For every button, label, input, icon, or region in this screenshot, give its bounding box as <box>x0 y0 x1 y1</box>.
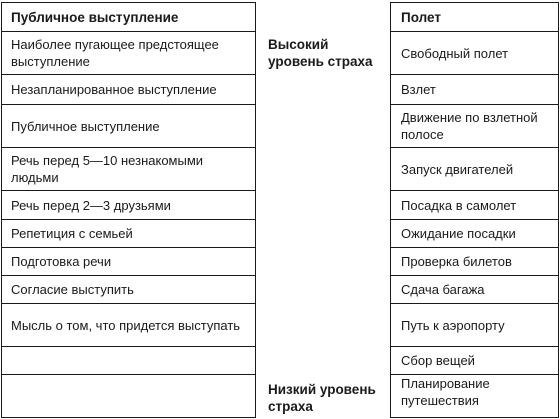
right-row: Ожидание посадки <box>391 219 558 247</box>
left-row: Мысль о том, что придется выступать <box>2 303 255 346</box>
left-row: Согласие выступить <box>2 275 255 303</box>
right-row: Сбор вещей <box>391 346 558 374</box>
right-row: Запуск двигателей <box>391 147 558 190</box>
left-row: Речь перед 2—3 друзьями <box>2 190 255 219</box>
left-row: Подготовка речи <box>2 247 255 275</box>
right-row: Сдача багажа <box>391 275 558 303</box>
left-row-empty <box>2 374 255 375</box>
right-row: Движение по взлетной полосе <box>391 104 558 147</box>
right-row: Проверка билетов <box>391 247 558 275</box>
flight-table <box>390 2 559 418</box>
right-row: Взлет <box>391 74 558 104</box>
public-speaking-header: Публичное выступление <box>11 9 179 25</box>
right-row: Посадка в самолет <box>391 190 558 219</box>
left-row-empty <box>2 346 255 374</box>
right-row: Свободный полет <box>391 31 558 74</box>
public-speaking-table <box>1 2 256 418</box>
left-row: Незапланированное выступление <box>2 74 255 104</box>
high-fear-level-label: Высокий уровень страха <box>268 37 373 69</box>
right-row: Планирование путешествия <box>391 374 558 409</box>
left-row: Репетиция с семьей <box>2 219 255 247</box>
flight-header: Полет <box>401 9 441 25</box>
right-row: Путь к аэропорту <box>391 303 558 346</box>
left-row: Наиболее пугающее предстоящее выступление <box>2 31 255 74</box>
low-fear-level-label: Низкий уровень страха <box>268 382 376 414</box>
left-row: Публичное выступление <box>2 104 255 147</box>
left-row: Речь перед 5—10 незнакомыми людьми <box>2 147 255 190</box>
